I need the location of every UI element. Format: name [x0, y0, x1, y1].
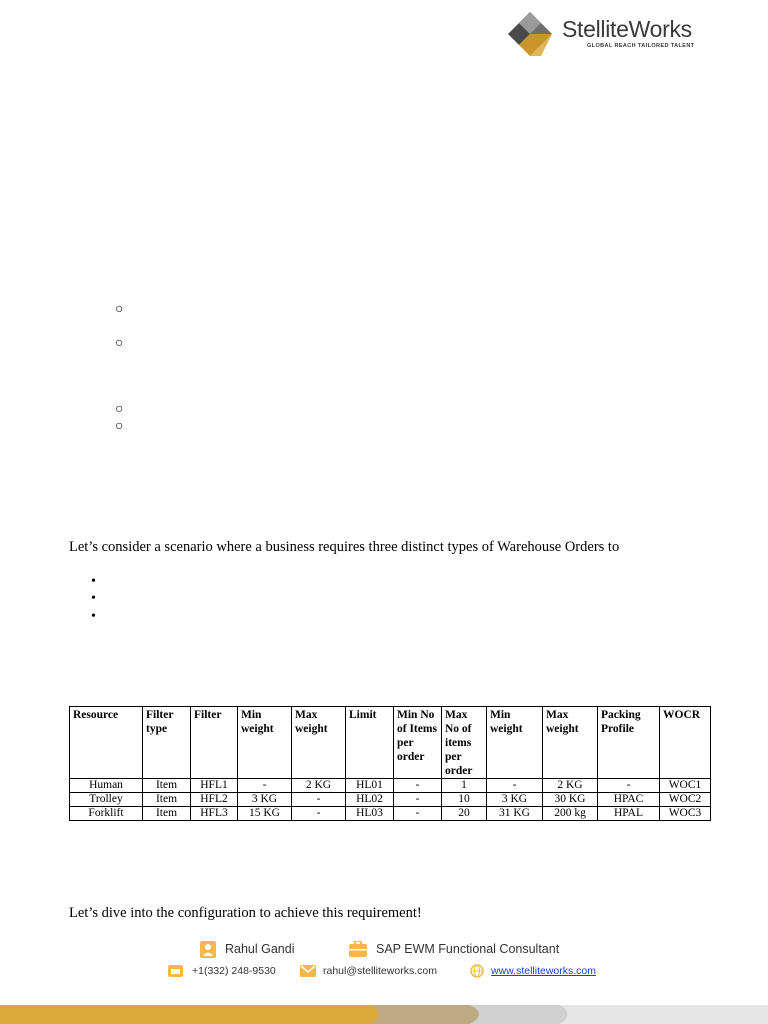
list-bullet: ○: [115, 302, 124, 317]
table-cell: 1: [442, 779, 487, 793]
closing-paragraph: Let’s dive into the configuration to achieve this requirement!: [69, 905, 422, 921]
table-cell: 31 KG: [487, 807, 543, 821]
table-cell: HPAC: [598, 793, 660, 807]
brand-tagline: GLOBAL REACH TAILORED TALENT: [587, 43, 695, 49]
list-bullet: ○: [115, 336, 124, 351]
table-cell: WOC3: [660, 807, 711, 821]
table-cell: 3 KG: [238, 793, 292, 807]
table-cell: HFL2: [191, 793, 238, 807]
list-bullet: •: [91, 591, 96, 606]
column-header: WOCR: [660, 707, 711, 779]
person-icon: [200, 941, 216, 958]
list-bullet: •: [91, 609, 96, 624]
table-cell: -: [238, 779, 292, 793]
column-header: Packing Profile: [598, 707, 660, 779]
table-cell: Human: [70, 779, 143, 793]
table-cell: -: [394, 793, 442, 807]
table-cell: -: [292, 807, 346, 821]
list-bullet: •: [91, 574, 96, 589]
table-cell: 3 KG: [487, 793, 543, 807]
table-cell: -: [598, 779, 660, 793]
list-bullet: ○: [115, 402, 124, 417]
table-cell: Item: [143, 779, 191, 793]
table-cell: -: [394, 779, 442, 793]
briefcase-icon: [349, 941, 367, 957]
table-cell: -: [292, 793, 346, 807]
table-cell: Item: [143, 793, 191, 807]
contact-phone: +1(332) 248-9530: [192, 965, 276, 977]
table-cell: -: [487, 779, 543, 793]
table-cell: HFL3: [191, 807, 238, 821]
table-cell: Trolley: [70, 793, 143, 807]
column-header: Filter type: [143, 707, 191, 779]
table-cell: 20: [442, 807, 487, 821]
table-cell: WOC1: [660, 779, 711, 793]
scenario-paragraph: Let’s consider a scenario where a business requires three distinct types of Warehouse Orders to: [69, 539, 620, 555]
table-cell: HFL1: [191, 779, 238, 793]
table-cell: 15 KG: [238, 807, 292, 821]
globe-icon: [470, 964, 484, 978]
column-header: Max weight: [543, 707, 598, 779]
table-cell: HL03: [346, 807, 394, 821]
column-header: Min weight: [238, 707, 292, 779]
list-bullet: ○: [115, 419, 124, 434]
column-header: Max No of items per order: [442, 707, 487, 779]
contact-role: SAP EWM Functional Consultant: [376, 942, 560, 956]
footer-band: [0, 1005, 768, 1024]
table-row: [70, 807, 711, 821]
contact-name: Rahul Gandi: [225, 942, 295, 956]
column-header: Filter: [191, 707, 238, 779]
table-cell: 2 KG: [543, 779, 598, 793]
column-header: Resource: [70, 707, 143, 779]
brand-name: StelliteWorks: [562, 16, 692, 42]
table-cell: 10: [442, 793, 487, 807]
table-cell: 30 KG: [543, 793, 598, 807]
website-link[interactable]: www.stelliteworks.com: [491, 965, 597, 977]
table-row: [70, 779, 711, 793]
table-cell: HL02: [346, 793, 394, 807]
table-cell: 2 KG: [292, 779, 346, 793]
table-cell: Item: [143, 807, 191, 821]
table-cell: HL01: [346, 779, 394, 793]
table-cell: -: [394, 807, 442, 821]
diamond-logo-icon: [508, 12, 552, 56]
column-header: Min weight: [487, 707, 543, 779]
column-header: Limit: [346, 707, 394, 779]
table-row: [70, 793, 711, 807]
mail-icon: [300, 965, 316, 977]
warehouse-order-table: [69, 706, 711, 821]
contact-email: rahul@stelliteworks.com: [323, 965, 437, 977]
column-header: Max weight: [292, 707, 346, 779]
phone-icon: [168, 965, 183, 977]
table-cell: Forklift: [70, 807, 143, 821]
table-header-row: [70, 707, 711, 779]
column-header: Min No of Items per order: [394, 707, 442, 779]
table-cell: HPAL: [598, 807, 660, 821]
table-cell: 200 kg: [543, 807, 598, 821]
table-cell: WOC2: [660, 793, 711, 807]
